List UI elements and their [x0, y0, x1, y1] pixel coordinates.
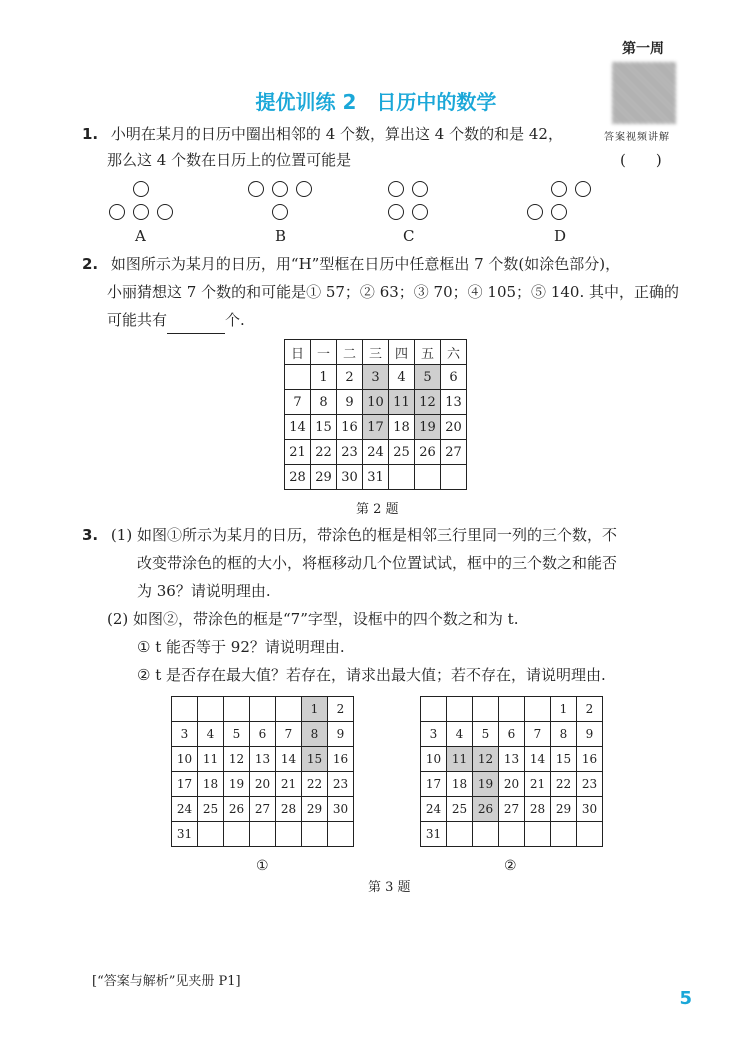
calendar-cell: 29 — [302, 797, 328, 822]
calendar-cell: 4 — [447, 722, 473, 747]
week-label: 第一周 — [622, 41, 664, 57]
q1-number: 1. — [82, 125, 99, 143]
calendar-cell-shaded: 5 — [415, 365, 441, 390]
circle-icon — [272, 204, 288, 220]
calendar-cell — [198, 697, 224, 722]
calendar-cell: 28 — [285, 465, 311, 490]
calendar-cell: 27 — [250, 797, 276, 822]
weekday-header: 日 — [285, 340, 311, 365]
q2-line1: 2. 如图所示为某月的日历，用“H”型框在日历中任意框出 7 个数(如涂色部分)， — [82, 255, 621, 273]
calendar-cell: 9 — [577, 722, 603, 747]
calendar-cell: 14 — [285, 415, 311, 440]
q3-p1-line3: 为 36？请说明理由. — [137, 582, 271, 600]
calendar-cell: 30 — [328, 797, 354, 822]
q2-line3: 可能共有 个. — [107, 306, 245, 334]
q3-p1-line2: 改变带涂色的框的大小，将框移动几个位置试试，框中的三个数之和能否 — [137, 554, 618, 572]
calendar-cell: 7 — [285, 390, 311, 415]
calendar-cell: 8 — [311, 390, 337, 415]
calendar-cell-shaded: 15 — [302, 747, 328, 772]
calendar-cell: 10 — [421, 747, 447, 772]
calendar-cell-shaded: 11 — [389, 390, 415, 415]
calendar-cell: 29 — [311, 465, 337, 490]
calendar-cell: 30 — [337, 465, 363, 490]
circle-icon — [133, 181, 149, 197]
q3-p2-sub2: ② t 是否存在最大值？若存在，请求出最大值；若不存在，请说明理由. — [137, 666, 606, 684]
calendar-cell-shaded: 19 — [415, 415, 441, 440]
calendar-cell: 13 — [250, 747, 276, 772]
circle-icon — [133, 204, 149, 220]
calendar-cell — [447, 697, 473, 722]
calendar-cell: 28 — [276, 797, 302, 822]
calendar-cell — [302, 822, 328, 847]
calendar-cell — [441, 465, 467, 490]
calendar-cell: 24 — [172, 797, 198, 822]
weekday-header: 二 — [337, 340, 363, 365]
calendar-cell: 30 — [577, 797, 603, 822]
calendar-cell — [224, 697, 250, 722]
calendar-cell: 5 — [473, 722, 499, 747]
calendar-cell-shaded: 3 — [363, 365, 389, 390]
calendar-cell: 2 — [337, 365, 363, 390]
calendar-cell-shaded: 17 — [363, 415, 389, 440]
calendar-cell: 29 — [551, 797, 577, 822]
calendar-cell-shaded: 12 — [473, 747, 499, 772]
calendar-cell — [276, 697, 302, 722]
circle-icon — [527, 204, 543, 220]
calendar-cell-shaded: 8 — [302, 722, 328, 747]
calendar-cell — [276, 822, 302, 847]
calendar-cell: 23 — [337, 440, 363, 465]
weekday-header: 三 — [363, 340, 389, 365]
calendar-cell: 12 — [224, 747, 250, 772]
calendar-cell: 6 — [250, 722, 276, 747]
footer-note: [“答案与解析”见夹册 P1] — [92, 974, 241, 989]
calendar-cell: 18 — [198, 772, 224, 797]
calendar-cell: 1 — [551, 697, 577, 722]
calendar-cell: 18 — [447, 772, 473, 797]
calendar-cell: 27 — [441, 440, 467, 465]
calendar-cell: 8 — [551, 722, 577, 747]
q3-number: 3. — [82, 526, 99, 544]
calendar-cell: 5 — [224, 722, 250, 747]
figure-2-label: ② — [504, 858, 517, 874]
calendar-cell: 4 — [389, 365, 415, 390]
calendar-cell — [285, 365, 311, 390]
calendar-cell: 13 — [499, 747, 525, 772]
calendar-cell — [389, 465, 415, 490]
calendar-cell: 17 — [172, 772, 198, 797]
calendar-cell — [499, 697, 525, 722]
weekday-header: 一 — [311, 340, 337, 365]
calendar-cell: 2 — [328, 697, 354, 722]
calendar-cell: 24 — [421, 797, 447, 822]
calendar-cell: 31 — [421, 822, 447, 847]
q3-line1: 3. (1) 如图①所示为某月的日历，带涂色的框是相邻三行里同一列的三个数，不 — [82, 526, 617, 544]
q3-calendar-1 — [171, 696, 354, 847]
page-number: 5 — [679, 988, 692, 1009]
calendar-cell-shaded: 10 — [363, 390, 389, 415]
calendar-cell: 9 — [337, 390, 363, 415]
calendar-cell: 25 — [198, 797, 224, 822]
calendar-cell: 20 — [499, 772, 525, 797]
calendar-cell-shaded: 1 — [302, 697, 328, 722]
calendar-cell — [421, 697, 447, 722]
calendar-cell: 22 — [551, 772, 577, 797]
calendar-cell: 6 — [441, 365, 467, 390]
calendar-cell: 13 — [441, 390, 467, 415]
calendar-cell: 14 — [276, 747, 302, 772]
q3-calendar-2 — [420, 696, 603, 847]
q1-answer-bracket: ( ) — [620, 151, 662, 169]
calendar-cell: 7 — [276, 722, 302, 747]
page-title: 提优训练 2 日历中的数学 — [255, 90, 497, 114]
calendar-cell — [551, 822, 577, 847]
calendar-cell: 28 — [525, 797, 551, 822]
circle-icon — [109, 204, 125, 220]
option-b-label: B — [275, 227, 287, 245]
calendar-cell-shaded: 11 — [447, 747, 473, 772]
calendar-cell — [525, 822, 551, 847]
option-c-label: C — [403, 227, 415, 245]
calendar-cell: 3 — [421, 722, 447, 747]
calendar-cell — [172, 697, 198, 722]
calendar-cell-shaded: 12 — [415, 390, 441, 415]
calendar-cell: 26 — [224, 797, 250, 822]
calendar-cell: 25 — [389, 440, 415, 465]
calendar-cell — [328, 822, 354, 847]
calendar-cell: 3 — [172, 722, 198, 747]
calendar-cell — [473, 822, 499, 847]
calendar-cell: 26 — [415, 440, 441, 465]
calendar-cell: 31 — [172, 822, 198, 847]
circle-icon — [551, 204, 567, 220]
weekday-header: 四 — [389, 340, 415, 365]
q2-calendar — [284, 339, 467, 490]
calendar-cell: 16 — [328, 747, 354, 772]
calendar-cell: 2 — [577, 697, 603, 722]
calendar-cell: 15 — [551, 747, 577, 772]
calendar-cell — [499, 822, 525, 847]
figure-1-label: ① — [256, 858, 269, 874]
calendar-cell — [525, 697, 551, 722]
circle-icon — [575, 181, 591, 197]
calendar-cell: 25 — [447, 797, 473, 822]
option-d-label: D — [554, 227, 567, 245]
qr-caption: 答案视频讲解 — [604, 132, 670, 143]
calendar-cell: 17 — [421, 772, 447, 797]
circle-icon — [157, 204, 173, 220]
q1-line1: 1. 小明在某月的日历中圈出相邻的 4 个数，算出这 4 个数的和是 42， — [82, 125, 563, 143]
calendar-cell: 23 — [577, 772, 603, 797]
weekday-header: 六 — [441, 340, 467, 365]
circle-icon — [248, 181, 264, 197]
option-a-label: A — [135, 227, 146, 245]
calendar-cell: 10 — [172, 747, 198, 772]
calendar-cell — [224, 822, 250, 847]
calendar-cell — [250, 822, 276, 847]
calendar-cell — [473, 697, 499, 722]
weekday-header: 五 — [415, 340, 441, 365]
calendar-cell: 7 — [525, 722, 551, 747]
circle-icon — [272, 181, 288, 197]
calendar-cell: 15 — [311, 415, 337, 440]
calendar-cell — [198, 822, 224, 847]
calendar-cell: 11 — [198, 747, 224, 772]
calendar-cell: 18 — [389, 415, 415, 440]
calendar-cell: 14 — [525, 747, 551, 772]
calendar-cell — [447, 822, 473, 847]
circle-icon — [412, 181, 428, 197]
q2-line2: 小丽猜想这 7 个数的和可能是① 57；② 63；③ 70；④ 105；⑤ 140. 其中，正确的 — [107, 283, 679, 301]
q2-number: 2. — [82, 255, 99, 273]
calendar-cell: 6 — [499, 722, 525, 747]
circle-icon — [388, 204, 404, 220]
circle-icon — [388, 181, 404, 197]
calendar-cell: 27 — [499, 797, 525, 822]
circle-icon — [296, 181, 312, 197]
calendar-cell: 21 — [525, 772, 551, 797]
circle-icon — [551, 181, 567, 197]
q3-p2-line1: (2) 如图②，带涂色的框是“7”字型，设框中的四个数之和为 t. — [107, 610, 519, 628]
calendar-cell: 16 — [577, 747, 603, 772]
calendar-cell: 31 — [363, 465, 389, 490]
q3-caption: 第 3 题 — [368, 880, 411, 895]
calendar-cell: 23 — [328, 772, 354, 797]
q1-line2: 那么这 4 个数在日历上的位置可能是 — [107, 151, 352, 169]
calendar-cell — [577, 822, 603, 847]
calendar-cell-shaded: 26 — [473, 797, 499, 822]
calendar-cell: 1 — [311, 365, 337, 390]
calendar-cell: 24 — [363, 440, 389, 465]
calendar-cell — [415, 465, 441, 490]
calendar-cell: 20 — [441, 415, 467, 440]
q2-caption: 第 2 题 — [356, 502, 399, 517]
calendar-cell — [250, 697, 276, 722]
calendar-cell: 22 — [302, 772, 328, 797]
answer-blank[interactable] — [167, 315, 225, 334]
calendar-cell: 16 — [337, 415, 363, 440]
calendar-cell-shaded: 19 — [473, 772, 499, 797]
calendar-cell: 22 — [311, 440, 337, 465]
q3-p2-sub1: ① t 能否等于 92？请说明理由. — [137, 638, 345, 656]
calendar-cell: 4 — [198, 722, 224, 747]
calendar-cell: 9 — [328, 722, 354, 747]
calendar-cell: 21 — [285, 440, 311, 465]
calendar-cell: 19 — [224, 772, 250, 797]
calendar-cell: 21 — [276, 772, 302, 797]
circle-icon — [412, 204, 428, 220]
calendar-cell: 20 — [250, 772, 276, 797]
